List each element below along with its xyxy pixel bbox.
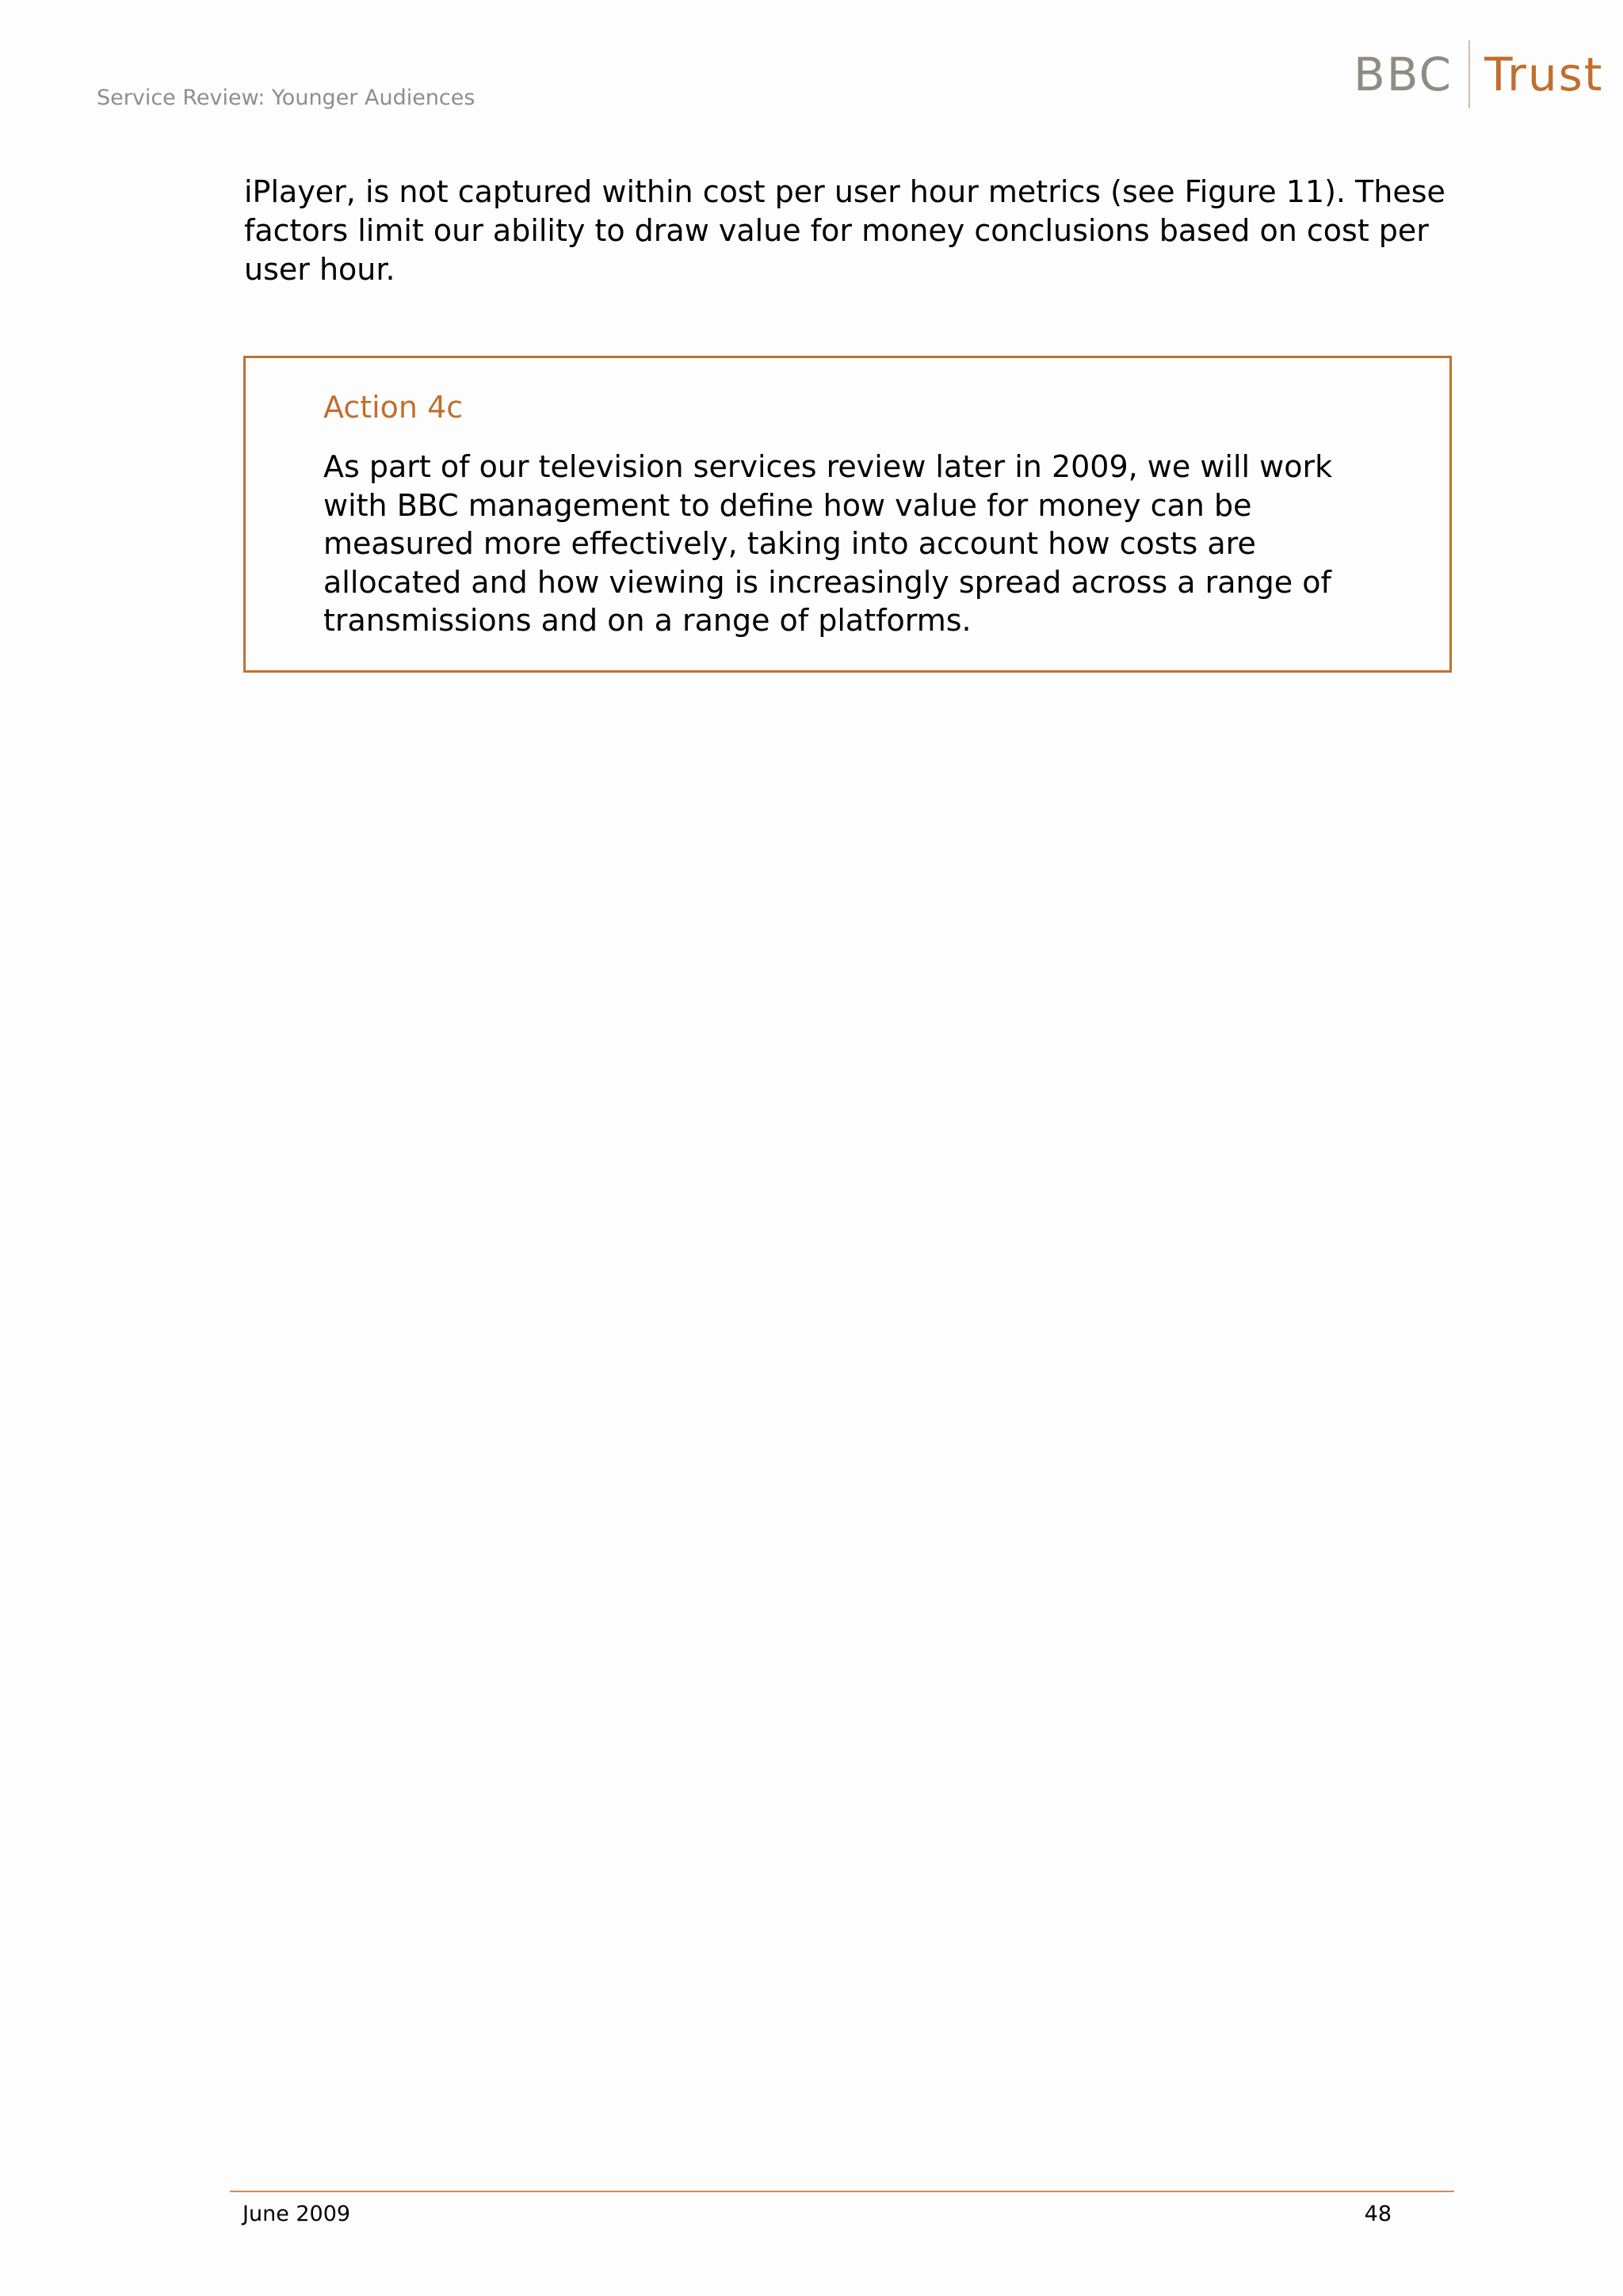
- logo-divider: [1468, 40, 1470, 109]
- document-title: Service Review: Younger Audiences: [97, 86, 475, 110]
- footer-divider: [230, 2191, 1454, 2192]
- action-box: [243, 356, 1452, 673]
- action-text: As part of our television services review later in 2009, we will work with BBC management to define how value for money can be measured more effectively, taking into account how costs are allocated and how viewing is increasingly spread across a range of transmissions and on a range of platforms.: [323, 449, 1333, 638]
- action-title: Action 4c: [323, 390, 464, 425]
- page-number: 48: [1364, 2202, 1392, 2226]
- footer-date: June 2009: [242, 2202, 351, 2226]
- intro-paragraph: iPlayer, is not captured within cost per user hour metrics (see Figure 11). These factors limit our ability to draw value for money conclusions based on cost per user hour.: [244, 174, 1445, 287]
- logo-trust-text: Trust: [1484, 48, 1604, 101]
- bbc-trust-logo: [1354, 40, 1604, 109]
- logo-bbc-text: BBC: [1354, 48, 1453, 101]
